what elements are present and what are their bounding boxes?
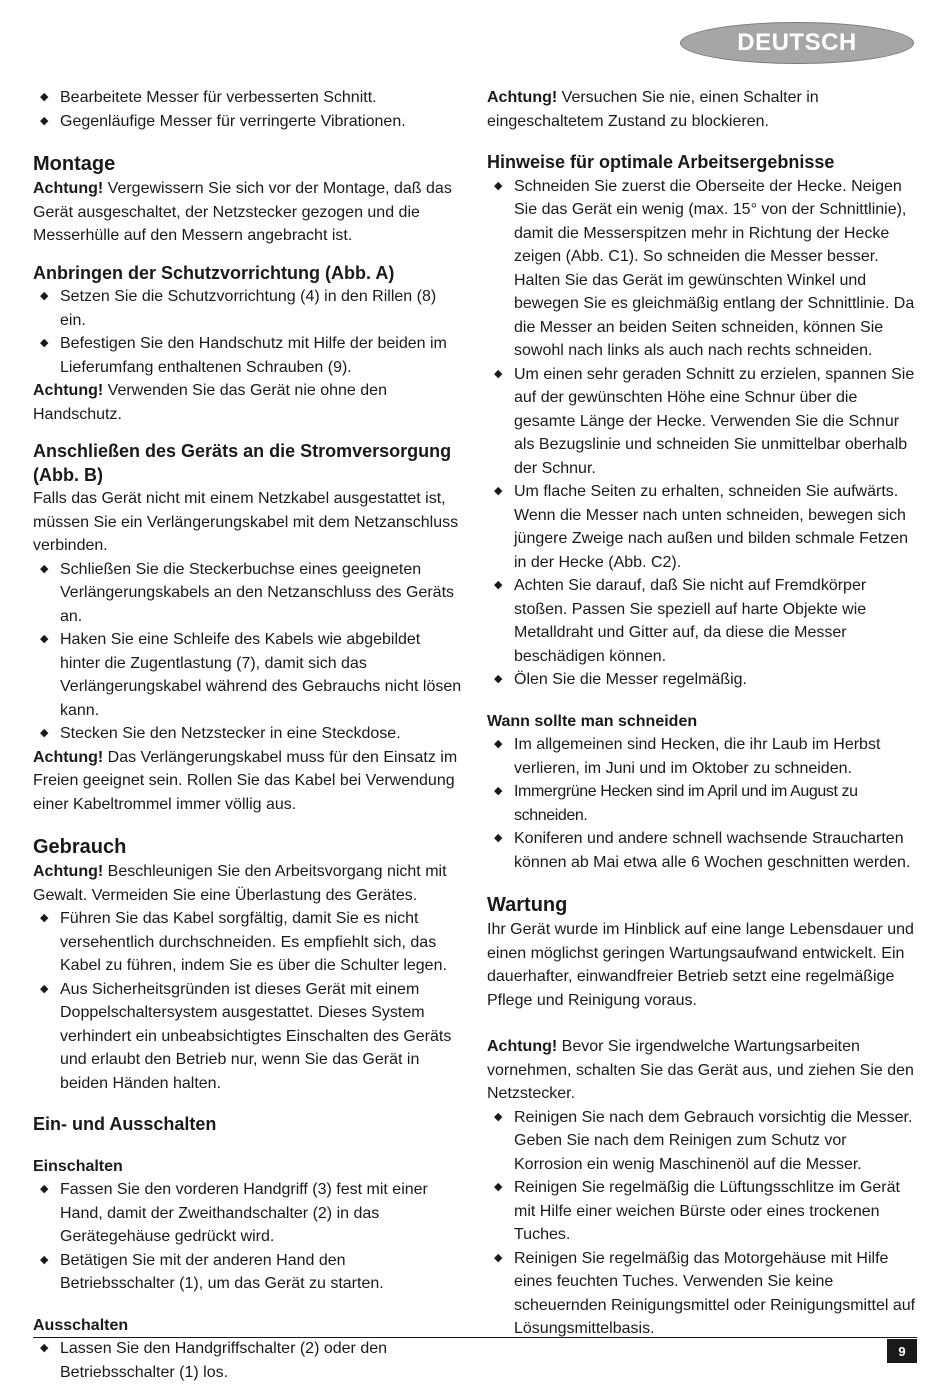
section-title-strom: Anschließen des Geräts an die Stromversorgung (Abb. B) (33, 441, 452, 485)
ausschalten-list (33, 1337, 463, 1384)
list-item: ◆ Haken Sie eine Schleife des Kabels wie abgebildet hinter die Zugentlastung (7), damit sich das Verlängerungskabel während des Gebrauchs nicht lösen kann. (33, 628, 463, 722)
warning-paragraph: Achtung! Vergewissern Sie sich vor der Montage, daß das Gerät ausgeschaltet, der Netzstecker gezogen und die Messerhülle auf den Messern angebracht ist. (33, 180, 452, 244)
strom-list (33, 558, 463, 746)
list-item: ◆ Aus Sicherheitsgründen ist dieses Gerät mit einem Doppelschaltersystem ausgestattet. Dieses System verhindert ein unbeabsichtigtes Einschalten des Geräts und erlaubt den Betrieb nur, wenn Sie das Gerät in beiden Händen halten. (33, 978, 463, 1096)
page-number: 9 (887, 1339, 917, 1363)
list-item: ◆ Um flache Seiten zu erhalten, schneiden Sie aufwärts. Wenn die Messer nach unten schneiden, bewegen sich jüngere Zweige nach außen und bilden schmale Fetzen in der Hecke (Abb. C2). (487, 480, 917, 574)
list-item: ◆ Ölen Sie die Messer regelmäßig. (487, 668, 917, 692)
list-item: ◆ Stecken Sie den Netzstecker in eine Steckdose. (33, 722, 463, 746)
warning-paragraph: Achtung! Bevor Sie irgendwelche Wartungsarbeiten vornehmen, schalten Sie das Gerät aus, und ziehen Sie den Netzstecker. (487, 1038, 914, 1102)
diamond-bullet-icon: ◆ (494, 179, 503, 192)
diamond-bullet-icon: ◆ (40, 633, 49, 645)
list-item: ◆ Lassen Sie den Handgriffschalter (2) oder den Betriebsschalter (1) los. (33, 1337, 463, 1384)
list-item: ◆ Betätigen Sie mit der anderen Hand den Betriebsschalter (1), um das Gerät zu starten. (33, 1249, 463, 1296)
list-item: ◆ Achten Sie darauf, daß Sie nicht auf Fremdkörper stoßen. Passen Sie speziell auf harte Objekte wie Metalldraht und Gitter auf, da diese die Messer beschädigen können. (487, 574, 917, 668)
strom-intro: Falls das Gerät nicht mit einem Netzkabel ausgestattet ist, müssen Sie ein Verlängerungskabel mit dem Netzanschluss verbinden. (33, 490, 459, 554)
list-item: ◆ Koniferen und andere schnell wachsende Straucharten können ab Mai etwa alle 6 Wochen geschnitten werden. (487, 827, 917, 874)
list-item: ◆ Gegenläufige Messer für verringerte Vibrationen. (33, 110, 463, 134)
diamond-bullet-icon: ◆ (40, 912, 49, 924)
diamond-bullet-icon: ◆ (494, 785, 503, 797)
diamond-bullet-icon: ◆ (40, 91, 49, 103)
diamond-bullet-icon: ◆ (40, 337, 49, 349)
section-title-montage: Montage (33, 153, 116, 175)
warning-paragraph: Achtung! Verwenden Sie das Gerät nie ohne den Handschutz. (33, 382, 387, 423)
diamond-bullet-icon: ◆ (40, 1183, 49, 1195)
wartung-intro: Ihr Gerät wurde im Hinblick auf eine lange Lebensdauer und einen möglichst geringen Wartungsaufwand entwickelt. Ein dauerhafter, einwandfreier Betrieb setzt eine regelmäßige Pflege und Reinigung voraus. (487, 921, 914, 1009)
diamond-bullet-icon: ◆ (494, 485, 503, 497)
warning-paragraph: Achtung! Versuchen Sie nie, einen Schalter in eingeschaltetem Zustand zu blockieren. (487, 89, 819, 130)
diamond-bullet-icon: ◆ (40, 982, 49, 995)
section-title-wartung: Wartung (487, 894, 568, 916)
list-item: ◆ Schließen Sie die Steckerbuchse eines geeigneten Verlängerungskabels an den Netzanschluss des Geräts an. (33, 558, 463, 629)
diamond-bullet-icon: ◆ (40, 1342, 49, 1354)
diamond-bullet-icon: ◆ (494, 367, 503, 380)
einschalten-list (33, 1178, 463, 1296)
diamond-bullet-icon: ◆ (494, 832, 503, 844)
schutz-list (33, 285, 463, 379)
list-item: ◆ Setzen Sie die Schutzvorrichtung (4) in den Rillen (8) ein. (33, 285, 463, 332)
diamond-bullet-icon: ◆ (494, 673, 503, 685)
diamond-bullet-icon: ◆ (40, 290, 49, 302)
diamond-bullet-icon: ◆ (494, 579, 503, 591)
diamond-bullet-icon: ◆ (494, 738, 503, 750)
wann-list (487, 733, 917, 874)
right-column (487, 86, 917, 1341)
intro-list (33, 86, 463, 133)
list-item: ◆ Reinigen Sie nach dem Gebrauch vorsichtig die Messer. Geben Sie nach dem Reinigen zum Schutz vor Korrosion ein wenig Maschinenöl auf die Messer. (487, 1106, 917, 1177)
wartung-list (487, 1106, 917, 1341)
diamond-bullet-icon: ◆ (494, 1251, 503, 1264)
diamond-bullet-icon: ◆ (40, 562, 49, 575)
subsection-title-ausschalten: Ausschalten (33, 1316, 129, 1334)
language-label: DEUTSCH (737, 29, 857, 56)
section-title-gebrauch: Gebrauch (33, 836, 127, 858)
diamond-bullet-icon: ◆ (40, 1253, 49, 1266)
list-item: ◆ Immergrüne Hecken sind im April und im August zu schneiden. (487, 780, 917, 827)
subsection-title-einschalten: Einschalten (33, 1157, 123, 1175)
list-item: ◆ Um einen sehr geraden Schnitt zu erzielen, spannen Sie auf der gewünschten Höhe eine Schnur über die gesamte Länge der Hecke. Verwenden Sie die Schnur als Bezugslinie und schneiden Sie unmittelbar oberhalb der Schnur. (487, 363, 917, 481)
left-column (33, 86, 463, 1384)
list-item: ◆ Befestigen Sie den Handschutz mit Hilfe der beiden im Lieferumfang enthaltenen Schrauben (9). (33, 332, 463, 379)
list-item: ◆ Reinigen Sie regelmäßig die Lüftungsschlitze im Gerät mit Hilfe einer weichen Bürste oder eines trockenen Tuches. (487, 1176, 917, 1247)
warning-paragraph: Achtung! Beschleunigen Sie den Arbeitsvorgang nicht mit Gewalt. Vermeiden Sie eine Überlastung des Gerätes. (33, 863, 447, 904)
diamond-bullet-icon: ◆ (40, 727, 49, 739)
language-badge (680, 22, 914, 64)
section-title-schutz: Anbringen der Schutzvorrichtung (Abb. A) (33, 262, 395, 283)
diamond-bullet-icon: ◆ (40, 114, 49, 127)
list-item: ◆ Führen Sie das Kabel sorgfältig, damit Sie es nicht versehentlich durchschneiden. Es empfiehlt sich, das Kabel zu führen, indem Sie es über die Schulter legen. (33, 907, 463, 978)
section-title-wann: Wann sollte man schneiden (487, 712, 698, 730)
list-item: ◆ Bearbeitete Messer für verbesserten Schnitt. (33, 86, 463, 110)
footer-rule (33, 1337, 917, 1338)
diamond-bullet-icon: ◆ (494, 1181, 503, 1193)
list-item: ◆ Im allgemeinen sind Hecken, die ihr Laub im Herbst verlieren, im Juni und im Oktober zu schneiden. (487, 733, 917, 780)
section-title-hinweise: Hinweise für optimale Arbeitsergebnisse (487, 152, 835, 172)
list-item: ◆ Reinigen Sie regelmäßig das Motorgehäuse mit Hilfe eines feuchten Tuches. Verwenden Sie keine scheuernden Reinigungsmittel oder Reinigungsmittel auf Lösungsmittelbasis. (487, 1247, 917, 1341)
hinweise-list (487, 175, 917, 692)
section-title-einaus: Ein- und Ausschalten (33, 1114, 217, 1134)
list-item: ◆ Fassen Sie den vorderen Handgriff (3) fest mit einer Hand, damit der Zweithandschalter (2) in das Gerätegehäuse gedrückt wird. (33, 1178, 463, 1249)
list-item: ◆ Schneiden Sie zuerst die Oberseite der Hecke. Neigen Sie das Gerät ein wenig (max. 15° von der Schnittlinie), damit die Messerspitzen mehr in Richtung der Hecke zeigen (Abb. C1). So schneiden die Messer besser. Halten Sie das Gerät im gewünschten Winkel und bewegen Sie es gleichmäßig entlang der Schnittlinie. Da die Messer an beiden Seiten schneiden, können Sie sowohl nach links als auch nach rechts schneiden. (487, 175, 917, 363)
gebrauch-list (33, 907, 463, 1095)
diamond-bullet-icon: ◆ (494, 1110, 503, 1123)
warning-paragraph: Achtung! Das Verlängerungskabel muss für den Einsatz im Freien geeignet sein. Rollen Sie das Kabel bei Verwendung einer Kabeltrommel immer völlig aus. (33, 748, 458, 813)
